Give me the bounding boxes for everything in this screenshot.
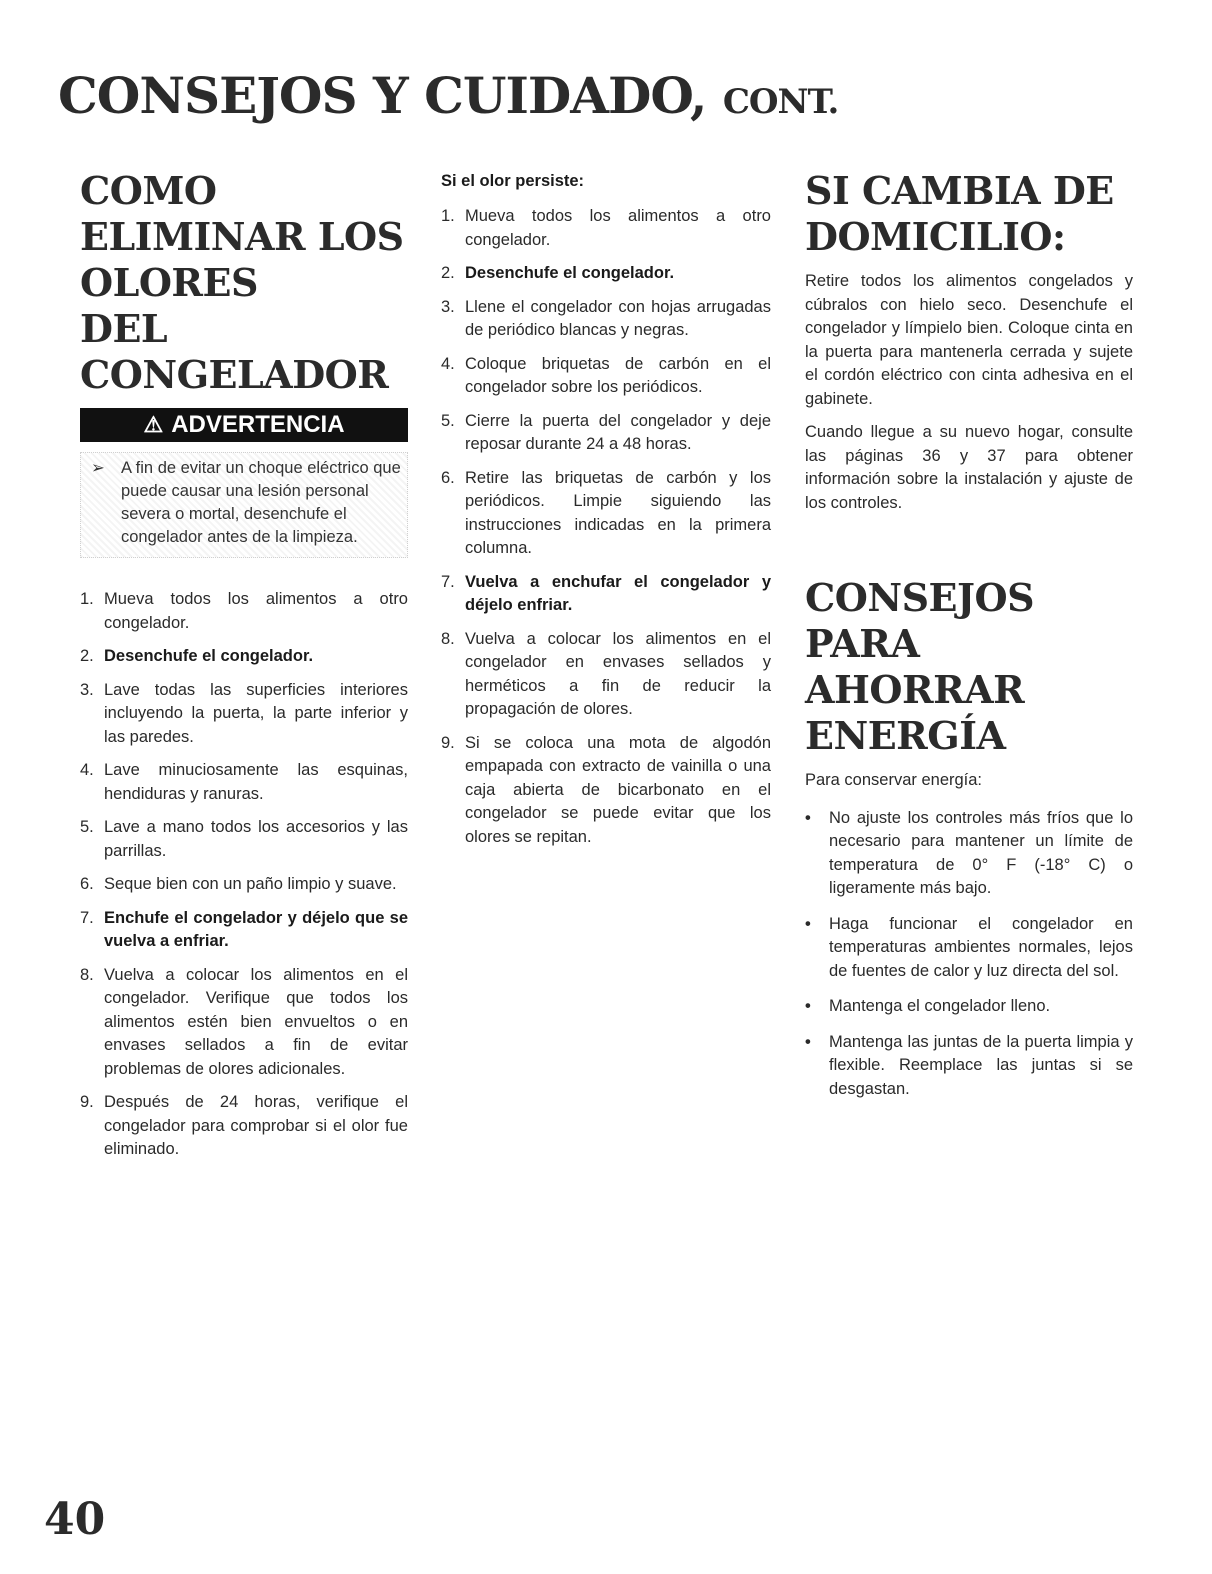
step-text: Cierre la puerta del congelador y deje reposar durante 24 a 48 horas. <box>465 411 771 453</box>
arrow-right-icon: ➢ <box>91 459 105 477</box>
warning-label: ADVERTENCIA <box>171 411 345 438</box>
step-text: Vuelva a enchufar el congelador y déjelo enfriar. <box>465 572 771 614</box>
bullet-icon: • <box>805 997 811 1015</box>
step-text: Desenchufe el congelador. <box>104 647 314 665</box>
list-item <box>80 588 408 635</box>
energy-tips-list <box>805 807 1133 1102</box>
step-text: Lave a mano todos los accesorios y las parrillas. <box>104 818 408 860</box>
energy-intro: Para conservar energía: <box>805 771 983 789</box>
list-item <box>441 628 771 722</box>
odor-title-line2: DEL CONGELADOR <box>80 306 389 397</box>
step-number: 3. <box>441 297 455 316</box>
odor-persists-heading: Si el olor persiste: <box>441 172 585 190</box>
step-number: 5. <box>80 818 94 836</box>
list-item <box>441 205 771 252</box>
list-item <box>441 571 771 618</box>
list-item <box>441 262 771 286</box>
step-text: Vuelva a colocar los alimentos en el congelador en envases sellados y herméticos a fin de reducir la propagación de olores. <box>465 629 771 718</box>
list-item <box>441 467 771 561</box>
page-title <box>58 66 838 125</box>
step-number: 4. <box>441 354 455 373</box>
list-item <box>805 1031 1133 1102</box>
list-item <box>805 995 1133 1019</box>
step-text: Vuelva a colocar los alimentos en el congelador. Verifique que todos los alimentos estén bien envueltos o en envases sellados a fin de evitar problemas de olores adicionales. <box>104 965 408 1078</box>
list-item <box>80 645 408 669</box>
list-item <box>80 679 408 750</box>
bullet-text: No ajuste los controles más fríos que lo necesario para mantener un límite de temperatura de 0° F (-18° C) o ligeramente más bajo. <box>829 808 1133 897</box>
step-text: Retire las briquetas de carbón y los periódicos. Limpie siguiendo las instrucciones indicadas en la primera columna. <box>465 468 771 557</box>
step-number: 7. <box>441 572 455 591</box>
odor-section <box>80 168 408 1172</box>
step-text: Coloque briquetas de carbón en el congelador sobre los periódicos. <box>465 354 771 396</box>
step-text: Enchufe el congelador y déjelo que se vuelva a enfriar. <box>104 908 408 950</box>
bullet-text: Mantenga el congelador lleno. <box>829 997 1051 1015</box>
list-item <box>441 353 771 400</box>
step-number: 5. <box>441 411 455 430</box>
odor-persists-steps-list <box>441 205 771 849</box>
bullet-text: Haga funcionar el congelador en temperaturas ambientes normales, lejos de fuentes de calor y luz directa del sol. <box>829 914 1133 980</box>
step-text: Mueva todos los alimentos a otro congelador. <box>104 590 408 632</box>
moving-section-title: SI CAMBIA DE DOMICILIO: <box>805 168 1114 259</box>
list-item <box>80 1091 408 1162</box>
moving-paragraph-1: Retire todos los alimentos congelados y cúbralos con hielo seco. Desenchufe el congelador y límpielo bien. Coloque cinta en la puerta para mantenerla cerrada y sujete el cordón eléctrico con cinta adhesiva en el gabinete. <box>805 272 1133 408</box>
tips-section <box>805 168 1133 1113</box>
step-text: Si se coloca una mota de algodón empapada con extracto de vainilla o una caja abierta de bicarbonato en el congelador se puede evitar que los olores se repitan. <box>465 733 771 846</box>
step-number: 8. <box>80 965 94 984</box>
warning-box <box>80 452 408 558</box>
step-text: Mueva todos los alimentos a otro congelador. <box>465 207 771 249</box>
warning-triangle-icon: ⚠ <box>143 412 164 437</box>
list-item <box>441 410 771 457</box>
energy-title-line2: ENERGÍA <box>805 713 1006 758</box>
list-item <box>80 907 408 954</box>
list-item <box>441 296 771 343</box>
bullet-icon: • <box>805 1032 811 1051</box>
step-number: 4. <box>80 761 94 779</box>
odor-section-title <box>80 168 408 398</box>
warning-text: A fin de evitar un choque eléctrico que puede causar una lesión personal severa o mortal, desenchufe el congelador antes de la limpieza. <box>121 459 401 546</box>
step-text: Llene el congelador con hojas arrugadas de periódico blancas y negras. <box>465 297 771 339</box>
step-number: 1. <box>441 207 455 225</box>
energy-title-line1: CONSEJOS PARA AHORRAR <box>805 575 1035 712</box>
list-item <box>80 873 408 897</box>
step-text: Lave minuciosamente las esquinas, hendiduras y ranuras. <box>104 761 408 803</box>
list-item <box>80 964 408 1082</box>
step-text: Desenchufe el congelador. <box>465 264 675 282</box>
list-item <box>80 759 408 806</box>
warning-banner <box>80 408 408 442</box>
step-text: Lave todas las superficies interiores incluyendo la puerta, la parte inferior y las paredes. <box>104 680 408 746</box>
energy-section-title <box>805 575 1133 759</box>
list-item <box>80 816 408 863</box>
step-text: Después de 24 horas, verifique el congelador para comprobar si el olor fue eliminado. <box>104 1093 408 1158</box>
step-number: 6. <box>80 875 94 893</box>
step-number: 9. <box>80 1093 94 1111</box>
step-text: Seque bien con un paño limpio y suave. <box>104 875 397 893</box>
page-title-text: CONSEJOS Y CUIDADO, <box>58 66 707 125</box>
page-number: 40 <box>44 1494 106 1545</box>
step-number: 9. <box>441 733 455 752</box>
list-item <box>805 913 1133 984</box>
step-number: 2. <box>80 647 94 665</box>
moving-paragraph-2: Cuando llegue a su nuevo hogar, consulte las páginas 36 y 37 para obtener información sobre la instalación y ajuste de los controles. <box>805 423 1133 512</box>
bullet-icon: • <box>805 914 811 933</box>
step-number: 6. <box>441 468 455 487</box>
step-number: 3. <box>80 680 94 699</box>
odor-persists-section <box>441 172 771 859</box>
odor-title-line1: COMO ELIMINAR LOS OLORES <box>80 168 404 305</box>
step-number: 2. <box>441 264 455 282</box>
step-number: 8. <box>441 629 455 648</box>
step-number: 7. <box>80 908 94 927</box>
step-number: 1. <box>80 590 94 608</box>
bullet-text: Mantenga las juntas de la puerta limpia y flexible. Reemplace las juntas si se desgastan. <box>829 1032 1133 1098</box>
list-item <box>441 732 771 850</box>
page-title-suffix: CONT. <box>722 82 839 122</box>
list-item <box>805 807 1133 901</box>
odor-steps-list <box>80 588 408 1162</box>
bullet-icon: • <box>805 808 811 827</box>
